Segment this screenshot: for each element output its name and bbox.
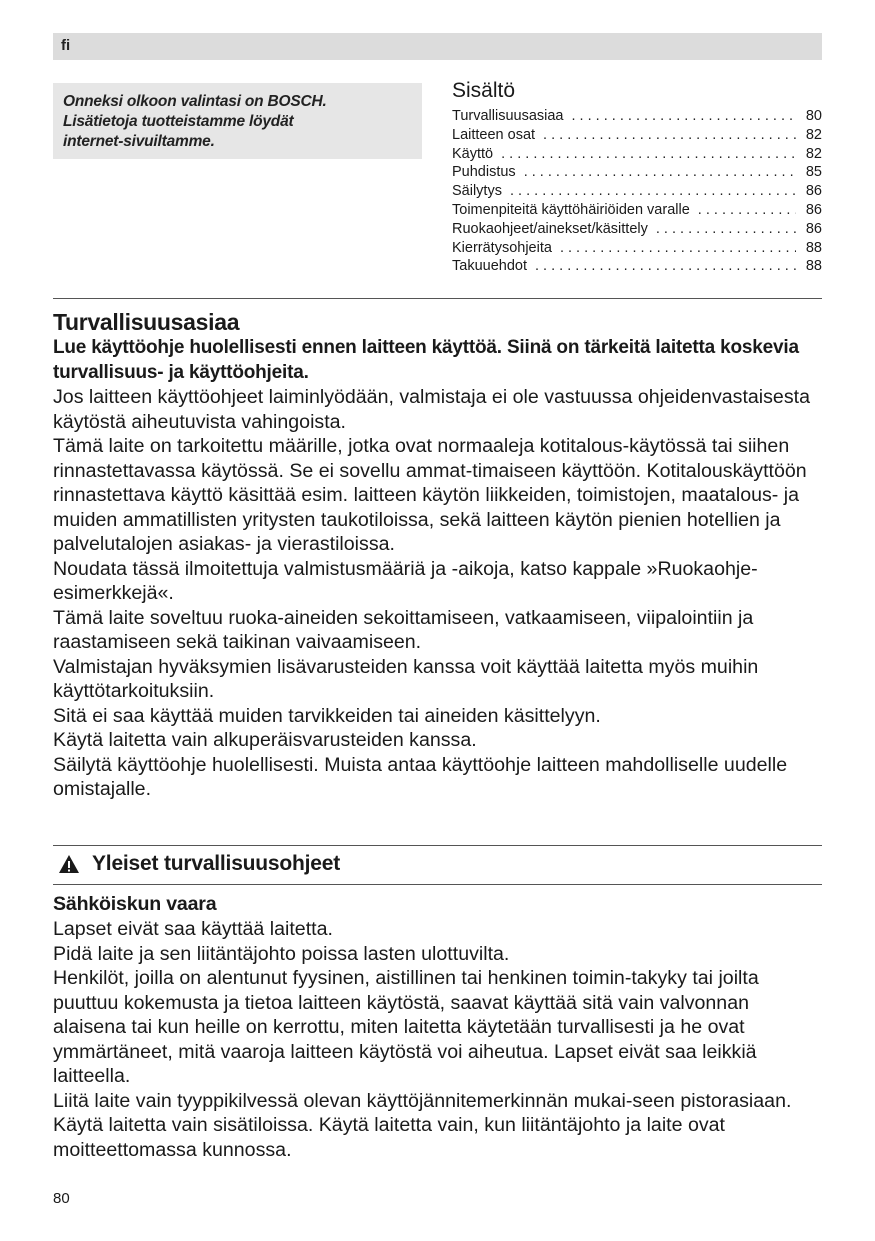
toc-item-label: Kierrätysohjeita (452, 239, 552, 256)
body-paragraph: Henkilöt, joilla on alentunut fyysinen, aistillinen tai henkinen toimin-takyky tai joilta puuttuu kokemusta ja tietoa laitteen käytöstä, saavat käyttää sitä vain valvonnan alaisena tai kun heille on kerrottu, miten laitetta käytetään turvallisesti ja he ovat ymmärtäneet, mitä vaaroja laitteen käytöstä voi aiheutua. Lapset eivät saa leikkiä laitteella. (53, 967, 759, 1087)
toc-item[interactable] (452, 182, 822, 201)
language-bar (53, 33, 822, 60)
toc-item-page: 82 (805, 145, 822, 162)
toc-leader-dots (656, 220, 796, 239)
toc-leader-dots (698, 201, 796, 220)
toc-item[interactable] (452, 239, 822, 258)
toc-item-label: Ruokaohjeet/ainekset/käsittely (452, 220, 648, 237)
promo-line: Lisätietoja tuotteistamme löydät (63, 113, 294, 130)
warning-heading-text: Yleiset turvallisuusohjeet (92, 852, 341, 875)
toc-item-label: Laitteen osat (452, 126, 536, 143)
warning-heading (58, 851, 340, 877)
toc-item-label: Säilytys (452, 183, 502, 200)
section-divider (53, 845, 822, 846)
toc-item[interactable] (452, 107, 822, 126)
body-paragraph: Liitä laite vain tyyppikilvessä olevan käyttöjännitemerkinnän mukai-seen pistorasiaan. Käytä laitetta vain sisätiloissa. Käytä laitetta vain, kun liitäntäjohto ja laite ovat moitteettomassa kunnossa. (53, 1089, 792, 1161)
toc-item-page: 88 (805, 239, 822, 256)
toc-item[interactable] (452, 220, 822, 239)
toc-item-page: 86 (805, 201, 822, 218)
page-number: 80 (53, 1190, 70, 1207)
toc-leader-dots (524, 163, 796, 182)
toc-item[interactable] (452, 145, 822, 164)
toc-item[interactable] (452, 257, 822, 276)
toc-leader-dots (535, 257, 796, 276)
promo-line: Onneksi olkoon valintasi on BOSCH. (63, 93, 327, 110)
general-body (53, 917, 823, 1162)
toc-item-page: 85 (805, 164, 822, 181)
toc-item-label: Puhdistus (452, 164, 516, 181)
body-paragraph: Tämä laite on tarkoitettu määrille, jotka ovat normaaleja kotitalous-käytössä tai siihen rinnastettavassa käytössä. Se ei sovellu ammat-timaiseen käyttöön. Kotitalouskäyttöön rinnastettava käyttö käsittää esim. laitteen käytön liikkeiden, toimistojen, maatalous- ja muiden ammatillisten yritysten taukotiloissa, sekä laitteen käytön pienien hotellien ja palvelutalojen asiakas- ja vierastiloissa. (53, 435, 807, 555)
toc-item[interactable] (452, 201, 822, 220)
toc-item-label: Käyttö (452, 145, 494, 162)
promo-line: internet-sivuiltamme. (63, 133, 215, 150)
toc-item-label: Toimenpiteitä käyttöhäiriöiden varalle (452, 201, 690, 218)
toc-title: Sisältö (452, 79, 516, 102)
toc-leader-dots (571, 107, 796, 126)
toc-leader-dots (501, 145, 796, 164)
section-heading: Turvallisuusasiaa (53, 309, 240, 335)
body-paragraph: Jos laitteen käyttöohjeet laiminlyödään, valmistaja ei ole vastuussa ohjeidenvastaisesta käytöstä aiheutuvista vahingoista. (53, 386, 810, 433)
subheading: Sähköiskun vaara (53, 893, 217, 915)
section-lead: Lue käyttöohje huolellisesti ennen laitteen käyttöä. Siinä on tärkeitä laitetta koskevia turvallisuus- ja käyttöohjeita. (53, 337, 799, 383)
warning-triangle-icon (58, 854, 80, 874)
toc-item-page: 82 (805, 126, 822, 143)
toc-leader-dots (543, 126, 796, 145)
toc-list (452, 107, 822, 276)
promo-box (53, 83, 422, 159)
toc-leader-dots (510, 182, 796, 201)
toc-item-label: Turvallisuusasiaa (452, 108, 564, 124)
toc-leader-dots (560, 239, 796, 258)
body-paragraph: Lapset eivät saa käyttää laitetta. (53, 918, 333, 940)
body-paragraph: Säilytä käyttöohje huolellisesti. Muista antaa käyttöohje laitteen mahdolliselle uudelle omistajalle. (53, 753, 788, 800)
table-of-contents (452, 78, 822, 275)
toc-item-page: 86 (805, 220, 822, 237)
body-paragraph: Sitä ei saa käyttää muiden tarvikkeiden tai aineiden käsittelyyn. (53, 704, 601, 727)
toc-item-page: 80 (805, 108, 822, 124)
body-paragraph: Noudata tässä ilmoitettuja valmistusmääriä ja -aikoja, katso kappale »Ruokaohje-esimerkkejä«. (53, 557, 758, 604)
section-divider (53, 884, 822, 885)
toc-item[interactable] (452, 163, 822, 182)
safety-body (53, 385, 823, 802)
toc-item-page: 88 (805, 258, 822, 275)
body-paragraph: Tämä laite soveltuu ruoka-aineiden sekoittamiseen, vatkaamiseen, viipalointiin ja raastamiseen sekä taikinan vaivaamiseen. (53, 606, 754, 653)
toc-item-page: 86 (805, 183, 822, 200)
toc-item-label: Takuuehdot (452, 258, 527, 275)
language-code: fi (61, 37, 71, 54)
body-paragraph: Käytä laitetta vain alkuperäisvarusteiden kanssa. (53, 729, 477, 751)
body-paragraph: Pidä laite ja sen liitäntäjohto poissa lasten ulottuvilta. (53, 942, 510, 965)
toc-item[interactable] (452, 126, 822, 145)
section-divider (53, 298, 822, 299)
body-paragraph: Valmistajan hyväksymien lisävarusteiden kanssa voit käyttää laitetta myös muihin käyttötarkoituksiin. (53, 655, 759, 702)
